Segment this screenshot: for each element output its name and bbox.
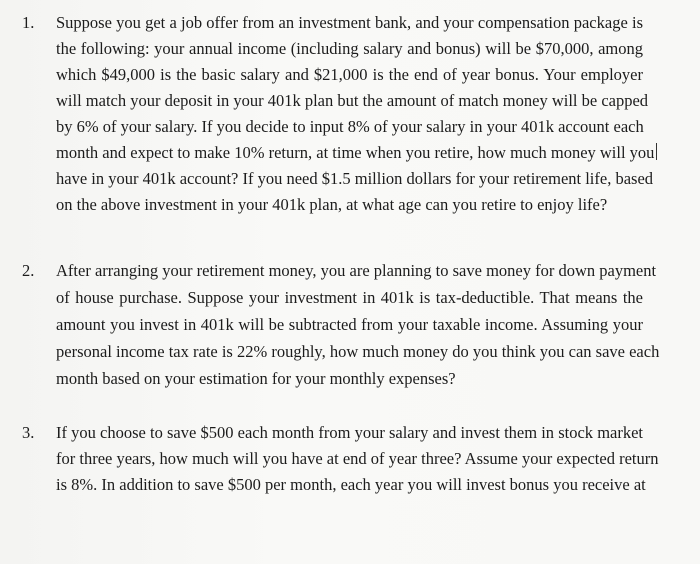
question-number: 3.	[22, 423, 35, 442]
question-line: which $49,000 is the basic salary and $21,000 is the end of year bonus. Your employer	[56, 65, 643, 84]
question-line-with-cursor	[56, 140, 657, 166]
question-line: have in your 401k account? If you need $1.5 million dollars for your retirement life, based	[56, 169, 654, 188]
question-line: month based on your estimation for your monthly expenses?	[56, 369, 456, 388]
question-line: of house purchase. Suppose your investment in 401k is tax-deductible. That means the	[56, 288, 643, 307]
question-line: personal income tax rate is 22% roughly, how much money do you think you can save each	[56, 342, 660, 361]
question-line: amount you invest in 401k will be subtracted from your taxable income. Assuming your	[56, 315, 643, 334]
question-line: by 6% of your salary. If you decide to input 8% of your salary in your 401k account each	[56, 117, 644, 136]
question-line: month and expect to make 10% return, at time when you retire, how much money will you	[56, 143, 655, 162]
question-line: the following: your annual income (including salary and bonus) will be $70,000, among	[56, 39, 643, 58]
question-line: is 8%. In addition to save $500 per month, each year you will invest bonus you receive at	[56, 475, 646, 494]
question-line: Suppose you get a job offer from an investment bank, and your compensation package is	[56, 13, 643, 32]
question-line: on the above investment in your 401k plan, at what age can you retire to enjoy life?	[56, 195, 608, 214]
question-line: After arranging your retirement money, you are planning to save money for down payment	[56, 261, 657, 280]
question-line: will match your deposit in your 401k plan but the amount of match money will be capped	[56, 91, 649, 110]
question-number: 1.	[22, 13, 35, 32]
text-cursor	[656, 143, 657, 160]
question-line: for three years, how much will you have at end of year three? Assume your expected return	[56, 449, 659, 468]
question-number: 2.	[22, 261, 35, 280]
question-line: If you choose to save $500 each month from your salary and invest them in stock market	[56, 423, 643, 442]
